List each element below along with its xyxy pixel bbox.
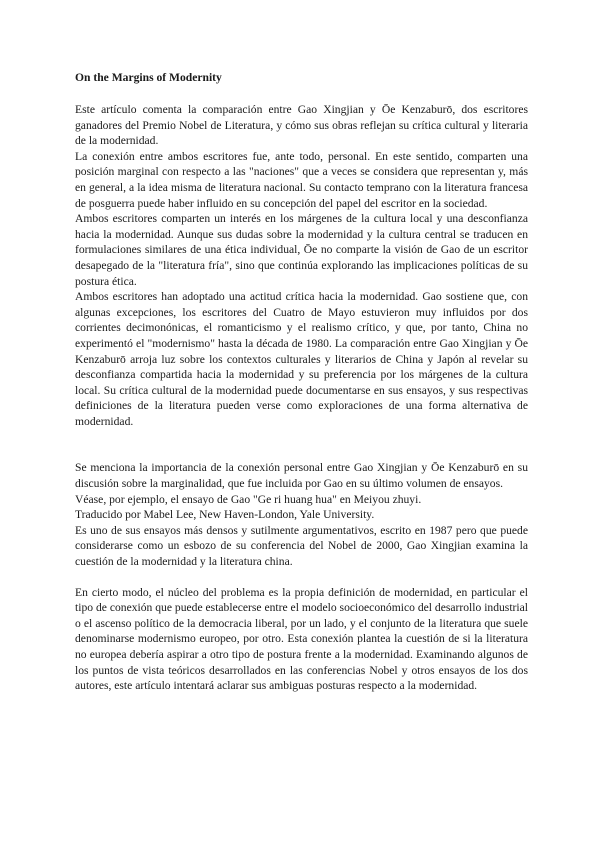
paragraph: Traducido por Mabel Lee, New Haven-London, Yale University. (75, 508, 375, 522)
section-abstract (75, 102, 528, 429)
paragraph: Se menciona la importancia de la conexión personal entre Gao Xingjian y Ōe Kenzaburō en su discusión sobre la marginalidad, que fue incluida por Gao en su último volumen de ensayos. (75, 461, 528, 491)
spacer (75, 570, 528, 585)
paragraph: Ambos escritores comparten un interés en los márgenes de la cultura local y una desconfianza hacia la modernidad. Aunque sus dudas sobre la modernidad y la cultura central se traducen en formulaciones similares de una ética individual, Ōe no comparte la visión de Gao de un escritor desapegado de la "literatura fría", sino que continúa explorando las implicaciones políticas de su postura ética. (75, 212, 528, 288)
paragraph: Es uno de sus ensayos más densos y sutilmente argumentativos, escrito en 1987 pero que puede considerarse como un esbozo de su conferencia del Nobel de 2000, Gao Xingjian examina la cuestión de la modernidad y la literatura china. (75, 523, 528, 569)
paragraph: Véase, por ejemplo, el ensayo de Gao "Ge ri huang hua" en Meiyou zhuyi. (75, 492, 422, 506)
section-conclusion (75, 585, 528, 694)
section-notes (75, 460, 528, 569)
paragraph: Este artículo comenta la comparación entre Gao Xingjian y Ōe Kenzaburō, dos escritores ganadores del Premio Nobel de Literatura, y cómo sus obras reflejan su crítica cultural y literaria de la modernidad. (75, 103, 528, 148)
spacer (75, 86, 528, 102)
spacer (75, 429, 528, 460)
paragraph: Ambos escritores han adoptado una actitud crítica hacia la modernidad. Gao sostiene que, con algunas excepciones, los escritores del Cuatro de Mayo estuvieron muy influidos por dos corrientes decimonónicas, el romanticismo y el realismo crítico, y que, por tanto, China no experimentó el "modernismo" hasta la década de 1980. La comparación entre Gao Xingjian y Ōe Kenzaburō arroja luz sobre los contextos culturales y literarios de China y Japón al revelar su desconfianza compartida hacia la modernidad y su preferencia por los márgenes de la cultura local. Su crítica cultural de la modernidad puede documentarse en sus ensayos, y sus respectivas definiciones de la literatura pueden verse como exploraciones de una forma alternativa de modernidad. (75, 290, 528, 428)
document-page (75, 70, 528, 694)
document-title: On the Margins of Modernity (75, 71, 222, 84)
paragraph: En cierto modo, el núcleo del problema es la propia definición de modernidad, en particular el tipo de conexión que puede establecerse entre el modelo socioeconómico del desarrollo industrial o el ascenso político de la democracia liberal, por un lado, y el conjunto de la literatura que suele denominarse modernismo europeo, por otro. Esta conexión plantea la cuestión de si la literatura no europea debería aspirar a otro tipo de postura frente a la modernidad. Examinando algunos de los puntos de vista teóricos desarrollados en las conferencias Nobel y otros ensayos de los dos autores, este artículo intentará aclarar sus ambiguas posturas respecto a la modernidad. (75, 585, 528, 693)
paragraph: La conexión entre ambos escritores fue, ante todo, personal. En este sentido, comparten una posición marginal con respecto a las "naciones" que a veces se considera que representan y, más en general, a la idea misma de literatura nacional. Su contacto temprano con la literatura francesa de posguerra puede haber influido en su concepción del papel del escritor en la sociedad. (75, 149, 528, 210)
